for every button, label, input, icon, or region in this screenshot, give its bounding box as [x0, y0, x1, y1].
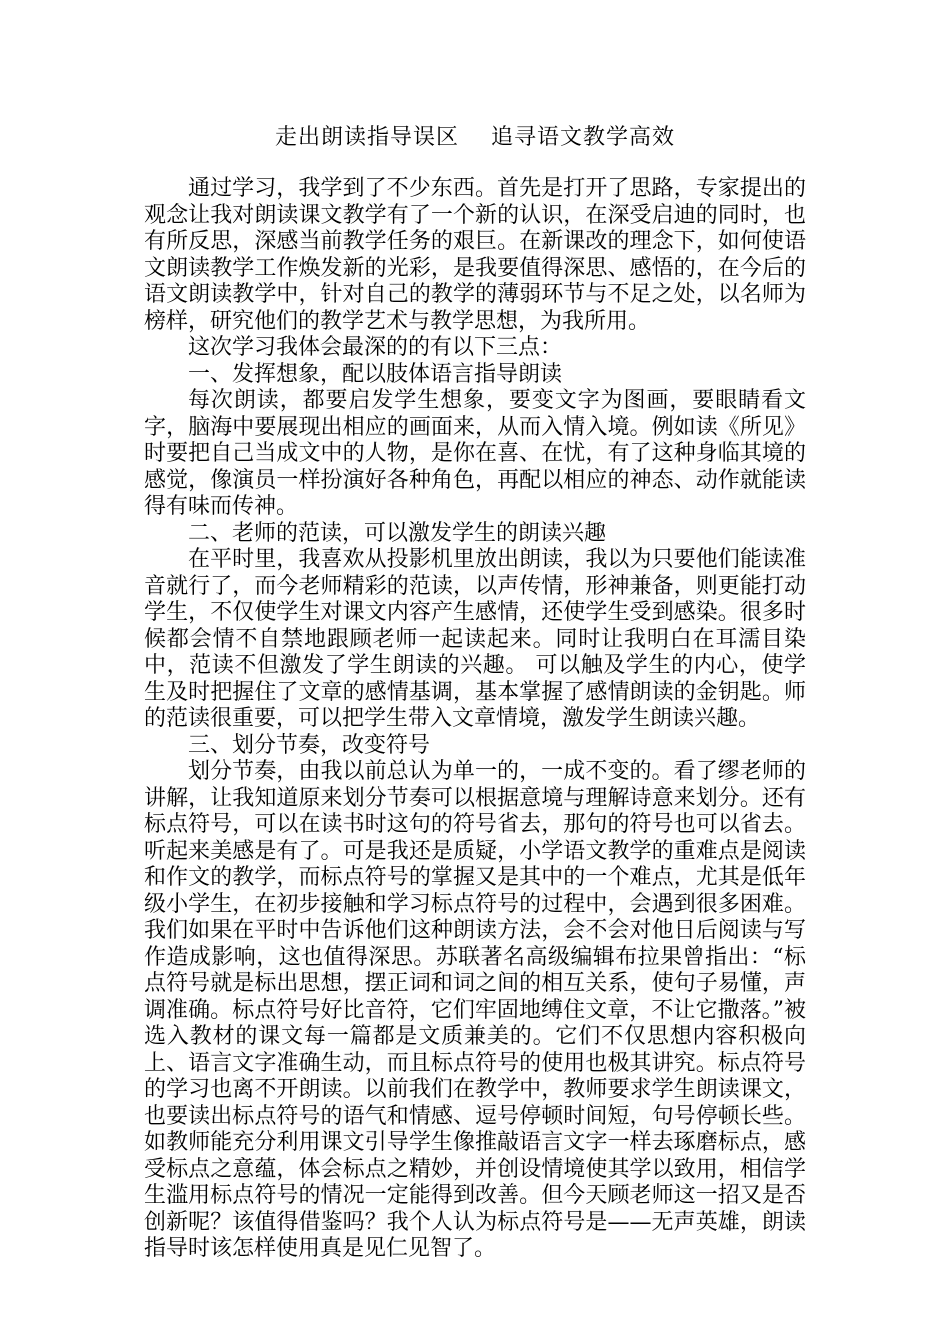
paragraph-intro: 通过学习，我学到了不少东西。首先是打开了思路，专家提出的观念让我对朗读课文教学有了一个新的认识，在深受启迪的同时，也有所反思，深感当前教学任务的艰巨。在新课改的理念下，如何使语文朗读教学工作焕发新的光彩，是我要值得深思、感悟的，在今后的语文朗读教学中，针对自己的教学的薄弱环节与不足之处，以名师为榜样，研究他们的教学艺术与教学思想，为我所用。: [144, 176, 806, 334]
paragraph-model-reading: 在平时里，我喜欢从投影机里放出朗读，我以为只要他们能读准音就行了，而今老师精彩的范读，以声传情，形神兼备，则更能打动学生，不仅使学生对课文内容产生感情，还使学生受到感染。很多时候都会情不自禁地跟顾老师一起读起来。同时让我明白在耳濡目染中，范读不但激发了学生朗读的兴趣。 可以触及学生的内心，使学生及时把握住了文章的感情基调，基本掌握了感情朗读的金钥匙。师的范读很重要，可以把学生带入文章情境，激发学生朗读兴趣。: [144, 547, 806, 731]
paragraph-imagination: 每次朗读，都要启发学生想象，要变文字为图画，要眼睛看文字，脑海中要展现出相应的画面来，从而入情入境。例如读《所见》时要把自己当成文中的人物，是你在喜、在忧，有了这种身临其境的感觉，像演员一样扮演好各种角色，再配以相应的神态、动作就能读得有味而传神。: [144, 388, 806, 519]
paragraph-rhythm: 划分节奏，由我以前总认为单一的，一成不变的。看了缪老师的讲解，让我知道原来划分节奏可以根据意境与理解诗意来划分。还有标点符号，可以在读书时这句的符号省去，那句的符号也可以省去。听起来美感是有了。可是我还是质疑，小学语文教学的重难点是阅读和作文的教学，而标点符号的掌握又是其中的一个难点，尤其是低年级小学生，在初步接触和学习标点符号的过程中，会遇到很多困难。我们如果在平时中告诉他们这种朗读方法，会不会对他日后阅读与写作造成影响，这也值得深思。苏联著名高级编辑布拉果曾指出：“标点符号就是标出思想，摆正词和词之间的相互关系，使句子易懂，声调准确。标点符号好比音符，它们牢固地缚住文章，不让它撒落。”被选入教材的课文每一篇都是文质兼美的。它们不仅思想内容积极向上、语言文字准确生动，而且标点符号的使用也极其讲究。标点符号的学习也离不开朗读。以前我们在教学中，教师要求学生朗读课文，也要读出标点符号的语气和情感、逗号停顿时间短，句号停顿长些。如教师能充分利用课文引导学生像推敲语言文字一样去琢磨标点，感受标点之意蕴，体会标点之精妙，并创设情境使其学以致用，相信学生滥用标点符号的情况一定能得到改善。但今天顾老师这一招又是否创新呢？该值得借鉴吗？我个人认为标点符号是——无声英雄，朗读指导时该怎样使用真是见仁见智了。: [144, 759, 806, 1261]
paragraph-three-points: 这次学习我体会最深的的有以下三点：: [188, 335, 563, 360]
section-heading-imagination: 一、发挥想象，配以肢体语言指导朗读: [188, 361, 563, 387]
document-body: [144, 176, 806, 1263]
document-title: 走出朗读指导误区 追寻语文教学高效: [275, 125, 675, 150]
section-heading-rhythm: 三、划分节奏，改变符号: [188, 732, 431, 758]
section-heading-model-reading: 二、老师的范读，可以激发学生的朗读兴趣: [188, 520, 607, 546]
